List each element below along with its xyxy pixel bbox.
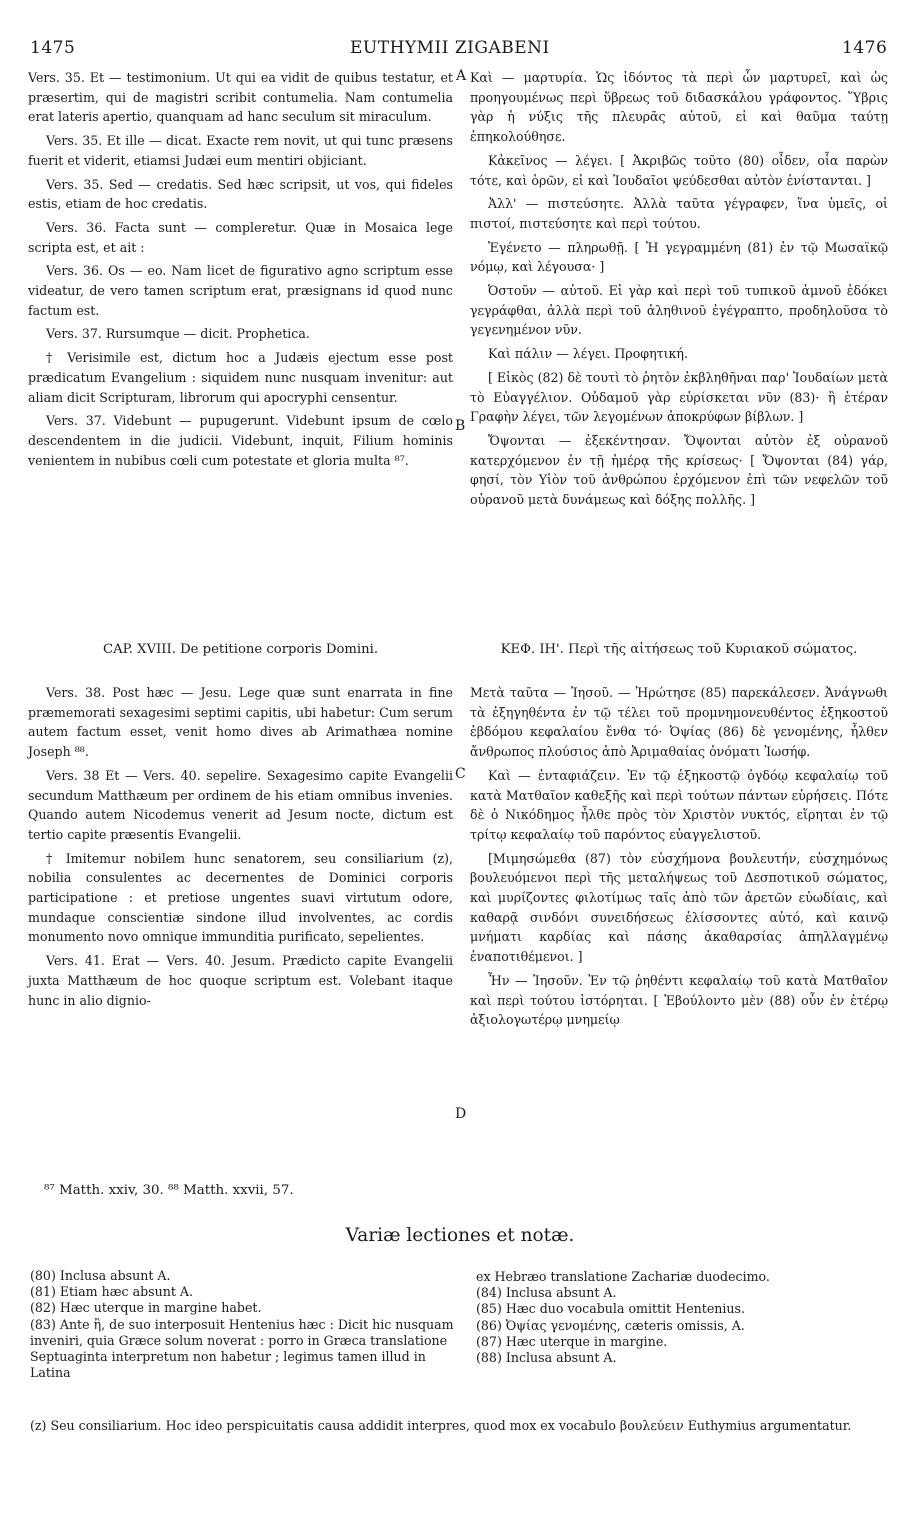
note-z: (z) Seu consiliarium. Hoc ideo perspicuitatis causa addidit interpres, quod mox ex vocabulo βουλεύειν Euthymius argumentatur. xyxy=(30,1418,852,1433)
latin-paragraph: Vers. 37. Videbunt — pupugerunt. Videbunt ipsum de cœlo descendentem in die judicii. Videbunt, inquit, Filium hominis venientem in nubibus cœli cum potestate et gloria multa ⁸⁷. xyxy=(28,413,453,468)
greek-paragraph: Καὶ πάλιν — λέγει. Προφητική. xyxy=(488,346,688,362)
greek-paragraph: [ Εἰκὸς (82) δὲ τουτὶ τὸ ῥητὸν ἐκβληθῆναι παρ' Ἰουδαίων μετὰ τὸ Εὐαγγέλιον. Οὐδαμοῦ γὰρ εὑρίσκεται νῦν (83)· ἢ ἑτέραν Γραφὴν λέγει, τῶν λεγομένων ἀποκρύφων βίβλων. ] xyxy=(470,369,888,425)
greek-paragraph: Καὶ — ἐνταφιάζειν. Ἐν τῷ ἑξηκοστῷ ὀγδόῳ κεφαλαίῳ τοῦ κατὰ Ματθαῖον καθεξῆς καὶ περὶ τούτων πάντων εὑρήσεις. Πότε δὲ ὁ Νικόδημος ἦλθε πρὸς τὸν Χριστὸν νυκτός, εἴρηται ἐν τῷ τρίτῳ κεφαλαίῳ τοῦ παρόντος εὐαγγελιστοῦ. xyxy=(470,767,888,842)
variae-right-list xyxy=(476,1269,896,1366)
latin-chapter-heading: CAP. XVIII. De petitione corporis Domini. xyxy=(102,642,379,657)
variant-note: (85) Hæc duo vocabula omittit Hentenius. xyxy=(476,1301,746,1317)
latin-column-top xyxy=(28,68,453,474)
variae-lectiones-title: Variæ lectiones et notæ. xyxy=(345,1225,575,1246)
greek-paragraph: Ὀστοῦν — αὐτοῦ. Εἰ γὰρ καὶ περὶ τοῦ τυπικοῦ ἀμνοῦ ἐδόκει γεγράφθαι, ἀλλὰ περὶ τοῦ ἀληθινοῦ ἐγέγραπτο, προδηλοῦσα τὸ γεγενημένον νῦν. xyxy=(470,283,888,338)
latin-chapter-heading-wrap xyxy=(28,640,453,664)
latin-paragraph: † Imitemur nobilem hunc senatorem, seu consiliarium (z), nobilia consulentes ac decernentes de Dominici corporis participatione : et pretiose ungentes suavi virtutum odore, mundaque conscientiæ sindone illud involventes, ac cordis monumento novo omnique immunditia purificato, sepelientes. xyxy=(28,850,453,945)
greek-chapter-heading-wrap xyxy=(470,640,888,664)
latin-paragraph: Vers. 37. Rursumque — dicit. Prophetica. xyxy=(46,326,310,342)
latin-paragraph: † Verisimile est, dictum hoc a Judæis ejectum esse post prædicatum Evangelium : siquidem nunc nusquam invenitur: aut aliam dicit Scripturam, librorum qui apocryphi censentur. xyxy=(28,350,453,405)
greek-paragraph: Ὄψονται — ἐξεκέντησαν. Ὄψονται αὐτὸν ἐξ οὐρανοῦ κατερχόμενον ἐν τῇ ἡμέρᾳ τῆς κρίσεως· [ Ὄψονται (84) γάρ, φησί, τὸν Υἱὸν τοῦ ἀνθρώπου ἐρχόμενον ἐπὶ τῶν νεφελῶν τοῦ οὐρανοῦ μετὰ δυνάμεως καὶ δόξης πολλῆς. ] xyxy=(470,432,888,508)
latin-column-bottom xyxy=(28,683,453,1014)
latin-paragraph: Vers. 35. Et — testimonium. Ut qui ea vidit de quibus testatur, et præsertim, qui de magistri scribit contumelia. Nam contumelia erat lateris apertio, quanquam ad hanc seculum sit miraculum. xyxy=(28,70,453,125)
greek-paragraph: Ἐγένετο — πληρωθῇ. [ Ἡ γεγραμμένη (81) ἐν τῷ Μωσαϊκῷ νόμῳ, καὶ λέγουσα· ] xyxy=(470,239,888,275)
variant-note: (80) Inclusa absunt A. xyxy=(30,1268,171,1283)
greek-paragraph: Κἀκεῖνος — λέγει. [ Ἀκριβῶς τοῦτο (80) οἶδεν, οἷα παρὼν τότε, καὶ ὁρῶν, εἰ καὶ Ἰουδαῖοι ψεύδεσθαι αὐτὸν ἐνίστανται. ] xyxy=(470,152,888,188)
greek-chapter-heading: ΚΕΦ. ΙΗ'. Περὶ τῆς αἰτήσεως τοῦ Κυριακοῦ σώματος. xyxy=(500,642,858,657)
greek-paragraph: Μετὰ ταῦτα — Ἰησοῦ. — Ἠρώτησε (85) παρεκάλεσεν. Ἀνάγνωθι τὰ ἐξηγηθέντα ἐν τῷ τέλει τοῦ προμνημονευθέντος ἑξηκοστοῦ ἑβδόμου κεφαλαίου ἔνθα τό· Ὀψίας (86) δὲ γενομένης, ἦλθεν ἄνθρωπος πλούσιος ἀπὸ Ἀριμαθαίας ὀνόματι Ἰωσήφ. xyxy=(470,685,888,760)
greek-paragraph: Ἦν — Ἰησοῦν. Ἐν τῷ ῥηθέντι κεφαλαίῳ τοῦ κατὰ Ματθαῖον καὶ περὶ τούτου ἱστόρηται. [ Ἐβούλοντο μὲν (88) οὖν ἐν ἑτέρῳ ἀξιολογωτέρῳ μνημείῳ xyxy=(470,972,888,1028)
greek-paragraph: Ἀλλ' — πιστεύσητε. Ἀλλὰ ταῦτα γέγραφεν, ἵνα ὑμεῖς, οἱ πιστοί, πιστεύσητε καὶ περὶ τούτου. xyxy=(470,196,888,231)
latin-paragraph: Vers. 38 Et — Vers. 40. sepelire. Sexagesimo capite Evangelii secundum Matthæum per ordinem de his etiam omnibus invenies. Quando autem Nicodemus venerit ad Jesum nocte, dictum est tertio capite præsentis Evangelii. xyxy=(28,767,453,842)
margin-letter-c: C xyxy=(455,766,466,782)
latin-paragraph: Vers. 35. Et ille — dicat. Exacte rem novit, ut qui tunc præsens fuerit et viderit, etiamsi Judæi eum mentiri objiciant. xyxy=(28,133,453,168)
variant-note: (87) Hæc uterque in margine. xyxy=(476,1333,668,1349)
variant-note: (86) Ὀψίας γενομένης, cæteris omissis, A. xyxy=(476,1317,745,1333)
latin-paragraph: Vers. 38. Post hæc — Jesu. Lege quæ sunt enarrata in fine præmemorati sexagesimi septimi capitis, ubi habetur: Cum serum autem factum esset, venit homo dives ab Arimathæa nomine Joseph ⁸⁸. xyxy=(28,685,453,760)
variant-note: (81) Etiam hæc absunt A. xyxy=(30,1284,194,1300)
variant-note: (88) Inclusa absunt A. xyxy=(476,1350,617,1366)
page-number-right: 1476 xyxy=(842,38,888,58)
latin-paragraph: Vers. 35. Sed — credatis. Sed hæc scripsit, ut vos, qui fideles estis, etiam de hoc credatis. xyxy=(28,176,453,212)
bible-footnotes: ⁸⁷ Matth. xxiv, 30. ⁸⁸ Matth. xxvii, 57. xyxy=(44,1183,294,1198)
variant-note: (84) Inclusa absunt A. xyxy=(476,1285,617,1301)
latin-paragraph: Vers. 36. Facta sunt — compleretur. Quæ in Mosaica lege scripta est, et ait : xyxy=(28,219,453,255)
greek-paragraph: Καὶ — μαρτυρία. Ὡς ἰδόντος τὰ περὶ ὧν μαρτυρεῖ, καὶ ὡς προηγουμένως περὶ ὕβρεως τοῦ διδασκάλου γράφοντος. Ὕβρις γὰρ ἡ νύξις τῆς πλευρᾶς αὐτοῦ, εἰ καὶ θαῦμα ταύτῃ ἐπηκολούθησε. xyxy=(470,70,888,145)
margin-letter-b: B xyxy=(455,418,466,434)
margin-letter-d: D xyxy=(455,1106,467,1122)
variant-note: (83) Ante ἢ, de suo interposuit Hentenius hæc : Dicit hic nusquam inveniri, quia Græce solum noverat : porro in Græca translatione Septuaginta interpretum non habetur ; legimus tamen illud in Latina xyxy=(30,1316,454,1381)
latin-paragraph: Vers. 36. Os — eo. Nam licet de figurativo agno scriptum esse videatur, de vero tamen scriptum erat, præsignans id quod nunc factum est. xyxy=(28,263,453,318)
margin-letter-a: A xyxy=(456,68,467,84)
greek-paragraph: [Μιμησώμεθα (87) τὸν εὐσχήμονα βουλευτήν, εὐσχημόνως βουλευόμενοι περὶ τῆς μεταλήψεως τοῦ Δεσποτικοῦ σώματος, καὶ μυρίζοντες φιλοτίμως ταῖς ἀπὸ τῶν ἀρετῶν εὐωδίαις, καὶ καθαρᾷ σινδόνι συνειδήσεως ἑλίσσοντες αὐτό, καὶ καινῷ μνήματι καρδίας καὶ πάσης ἀκαθαρσίας ἀπηλλαγμένῳ ἐναποτιθέμενοι. ] xyxy=(470,850,888,965)
page-number-left: 1475 xyxy=(30,38,76,58)
variant-note: (82) Hæc uterque in margine habet. xyxy=(30,1300,262,1316)
greek-column-top xyxy=(470,68,888,514)
greek-column-bottom xyxy=(470,683,888,1034)
latin-paragraph: Vers. 41. Erat — Vers. 40. Jesum. Prædicto capite Evangelii juxta Matthæum de hoc quoque scriptum est. Volebant itaque hunc in alio dignio- xyxy=(28,953,453,1008)
variae-left-list xyxy=(30,1268,460,1381)
running-title: EUTHYMII ZIGABENI xyxy=(350,38,550,58)
variant-note: ex Hebræo translatione Zachariæ duodecimo. xyxy=(476,1269,770,1284)
